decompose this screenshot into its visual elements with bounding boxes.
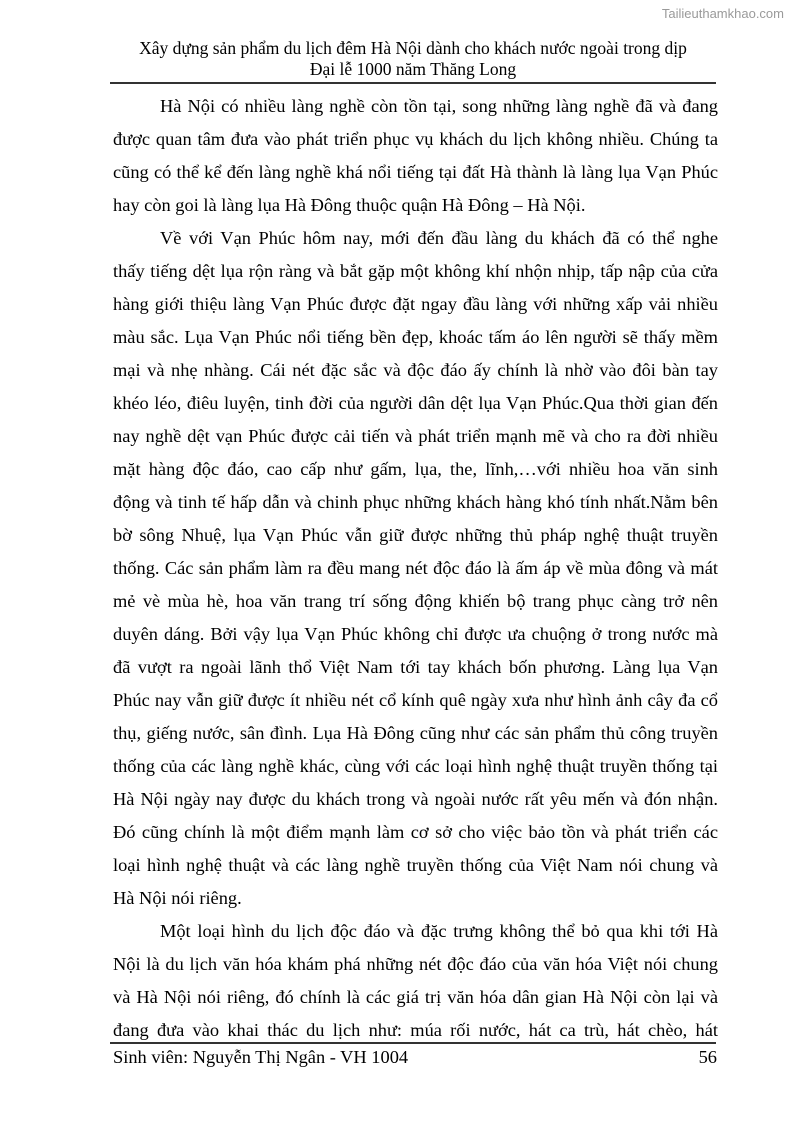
text-line: mặt hàng độc đáo, cao cấp như gấm, lụa, the, lĩnh,…với nhiều hoa văn sinh	[113, 459, 718, 479]
paragraph	[113, 915, 718, 1047]
text-line: được quan tâm đưa vào phát triển phục vụ khách du lịch không nhiều. Chúng ta	[113, 129, 718, 149]
text-line: Hà Nội có nhiều làng nghề còn tồn tại, song những làng nghề đã và đang	[160, 96, 718, 116]
paragraph	[113, 90, 718, 222]
text-line: và Hà Nội nói riêng, đó chính là các giá trị văn hóa dân gian Hà Nội còn lại và	[113, 987, 718, 1007]
text-line: Một loại hình du lịch độc đáo và đặc trưng không thể bỏ qua khi tới Hà	[160, 921, 718, 941]
text-line: hay còn goi là làng lụa Hà Đông thuộc quận Hà Đông – Hà Nội.	[113, 195, 586, 215]
text-line: cũng có thể kể đến làng nghề khá nổi tiếng tại đất Hà thành là làng lụa Vạn Phúc	[113, 162, 718, 182]
running-header	[110, 38, 716, 80]
page-number: 56	[698, 1047, 717, 1067]
text-line: hàng giới thiệu làng Vạn Phúc được đặt ngay đầu làng với những xấp vải nhiều	[113, 294, 718, 314]
footer-student: Sinh viên: Nguyễn Thị Ngân - VH 1004	[113, 1047, 409, 1067]
text-line: màu sắc. Lụa Vạn Phúc nổi tiếng bền đẹp, khoác tấm áo lên người sẽ thấy mềm	[113, 327, 718, 347]
header-title-line-2: Đại lễ 1000 năm Thăng Long	[309, 59, 517, 79]
text-line: thống. Các sản phẩm làm ra đều mang nét độc đáo là ấm áp về mùa đông và mát	[113, 558, 718, 578]
text-line: thụ, giếng nước, sân đình. Lụa Hà Đông cũng như các sản phẩm thủ công truyền	[113, 723, 718, 743]
footer-rule	[110, 1042, 716, 1044]
text-line: mẻ vè mùa hè, hoa văn trang trí sống động khiến bộ trang phục càng trở nên	[113, 591, 718, 611]
text-line: khéo léo, điêu luyện, tinh đời của người dân dệt lụa Vạn Phúc.Qua thời gian đến	[113, 393, 718, 413]
text-line: thống của các làng nghề khác, cùng với các loại hình nghệ thuật truyền thống tại	[113, 756, 718, 776]
text-line: nay nghề dệt vạn Phúc được cải tiến và phát triển mạnh mẽ và cho ra đời nhiều	[113, 426, 718, 446]
text-line: Nội là du lịch văn hóa khám phá những nét độc đáo của văn hóa Việt nói chung	[113, 954, 718, 974]
watermark: Tailieuthamkhao.com	[661, 6, 784, 21]
document-body	[113, 90, 718, 1047]
page-footer	[113, 1045, 717, 1069]
text-line: Phúc nay vẫn giữ được ít nhiều nét cổ kính quê ngày xưa như hình ảnh cây đa cổ	[113, 690, 718, 710]
text-line: đang đưa vào khai thác du lịch như: múa rối nước, hát ca trù, hát chèo, hát	[113, 1020, 718, 1040]
text-line: duyên dáng. Bởi vậy lụa Vạn Phúc không chỉ được ưa chuộng ở trong nước mà	[113, 624, 718, 644]
text-line: Hà Nội nói riêng.	[113, 888, 242, 908]
text-line: Hà Nội ngày nay được du khách trong và ngoài nước rất yêu mến và đón nhận.	[113, 789, 718, 809]
text-line: mại và nhẹ nhàng. Cái nét đặc sắc và độc đáo ấy chính là nhờ vào đôi bàn tay	[113, 360, 718, 380]
text-line: Đó cũng chính là một điểm mạnh làm cơ sở cho việc bảo tồn và phát triển các	[113, 822, 718, 842]
text-line: đã vượt ra ngoài lãnh thổ Việt Nam tới tay khách bốn phương. Làng lụa Vạn	[113, 657, 718, 677]
header-title-line-1: Xây dựng sản phẩm du lịch đêm Hà Nội dành cho khách nước ngoài trong dịp	[139, 38, 687, 58]
text-line: thấy tiếng dệt lụa rộn ràng và bắt gặp một không khí nhộn nhịp, tấp nập của cửa	[113, 261, 718, 281]
paragraph	[113, 222, 718, 915]
text-line: loại hình nghệ thuật và các làng nghề truyền thống của Việt Nam nói chung và	[113, 855, 718, 875]
text-line: Về với Vạn Phúc hôm nay, mới đến đầu làng du khách đã có thể nghe	[160, 228, 718, 248]
header-rule	[110, 82, 716, 84]
text-line: bờ sông Nhuệ, lụa Vạn Phúc vẫn giữ được những thủ pháp nghệ thuật truyền	[113, 525, 718, 545]
text-line: động và tinh tế hấp dẫn và chinh phục những khách hàng khó tính nhất.Nằm bên	[113, 492, 718, 512]
